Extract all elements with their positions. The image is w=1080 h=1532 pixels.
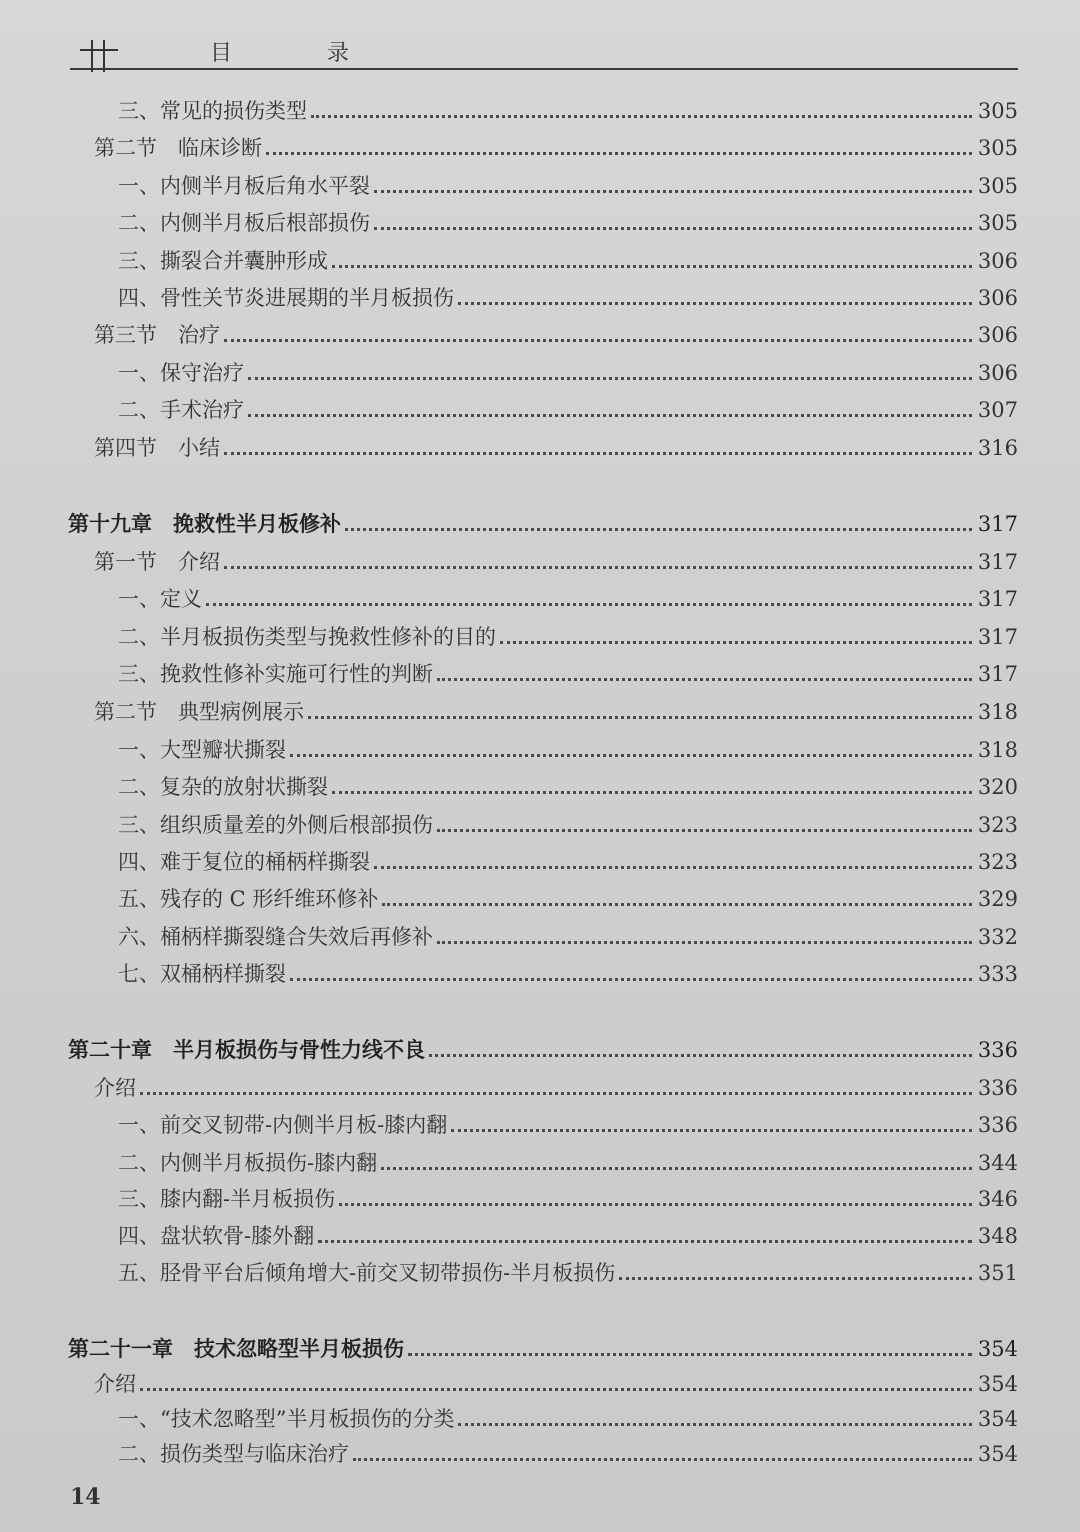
toc-entry-item [118, 580, 1018, 612]
toc-entry-page-number: 306 [977, 361, 1018, 385]
toc-entry-page-number: 317 [977, 587, 1018, 611]
dot-leader [382, 903, 971, 906]
toc-entry-label: 介绍 [94, 1372, 136, 1396]
dot-leader [290, 978, 972, 981]
toc-entry-label: 三、组织质量差的外侧后根部损伤 [118, 813, 433, 837]
dot-leader [140, 1092, 972, 1095]
toc-entry-page-number: 306 [977, 323, 1018, 347]
dot-leader [224, 452, 972, 455]
dot-leader [437, 829, 972, 832]
toc-entry-label: 第二十一章 技术忽略型半月板损伤 [68, 1337, 404, 1361]
toc-entry-page-number: 317 [977, 550, 1018, 574]
toc-entry-label: 二、损伤类型与临床治疗 [118, 1442, 349, 1466]
toc-entry-label: 二、半月板损伤类型与挽救性修补的目的 [118, 625, 496, 649]
toc-entry-item [118, 1217, 1018, 1249]
toc-entry-page-number: 305 [977, 136, 1018, 160]
toc-entry-label: 一、内侧半月板后角水平裂 [118, 174, 370, 198]
dot-leader [353, 1458, 972, 1461]
toc-entry-label: 一、保守治疗 [118, 361, 244, 385]
toc-entry-page-number: 317 [977, 512, 1018, 536]
header-title: 目 录 [210, 41, 393, 66]
toc-entry-label: 四、骨性关节炎进展期的半月板损伤 [118, 286, 454, 310]
toc-entry-label: 二、内侧半月板损伤-膝内翻 [118, 1151, 378, 1175]
toc-entry-item [118, 92, 1018, 124]
toc-entry-page-number: 305 [977, 174, 1018, 198]
toc-entry-item [118, 768, 1018, 800]
toc-entry-label: 第十九章 挽救性半月板修补 [68, 512, 341, 536]
toc-entry-label: 五、胫骨平台后倾角增大-前交叉韧带损伤-半月板损伤 [118, 1261, 616, 1285]
toc-entry-item [118, 354, 1018, 386]
toc-entry-label: 七、双桶柄样撕裂 [118, 962, 286, 986]
toc-entry-page-number: 346 [977, 1187, 1018, 1211]
toc-entry-page-number: 305 [977, 99, 1018, 123]
toc-entry-label: 第二十章 半月板损伤与骨性力线不良 [68, 1038, 425, 1062]
toc-entry-item [118, 731, 1018, 763]
toc-entry-item [118, 618, 1018, 650]
toc-entry-page-number: 306 [977, 286, 1018, 310]
toc-entry-page-number: 354 [977, 1337, 1018, 1361]
toc-entry-page-number: 351 [977, 1261, 1018, 1285]
dot-leader [619, 1277, 972, 1280]
toc-entry-page-number: 336 [977, 1076, 1018, 1100]
toc-entry-page-number: 344 [977, 1151, 1018, 1175]
toc-entry-label: 第四节 小结 [94, 436, 220, 460]
toc-entry-label: 三、常见的损伤类型 [118, 99, 307, 123]
toc-entry-label: 二、内侧半月板后根部损伤 [118, 211, 370, 235]
toc-entry-section [94, 543, 1018, 575]
toc-entry-label: 四、难于复位的桶柄样撕裂 [118, 850, 370, 874]
toc-entry-item [118, 391, 1018, 423]
toc-entry-page-number: 354 [977, 1442, 1018, 1466]
toc-entry-label: 一、大型瓣状撕裂 [118, 738, 286, 762]
toc-entry-item [118, 655, 1018, 687]
dot-leader [500, 641, 972, 644]
toc-entry-page-number: 305 [977, 211, 1018, 235]
page-number: 14 [70, 1484, 101, 1510]
toc-entry-page-number: 317 [977, 662, 1018, 686]
toc-entry-section [94, 129, 1018, 161]
toc-entry-page-number: 318 [977, 700, 1018, 724]
toc-entry-page-number: 329 [977, 887, 1018, 911]
dot-leader [374, 190, 972, 193]
toc-entry-page-number: 318 [977, 738, 1018, 762]
toc-entry-item [118, 1400, 1018, 1432]
dot-leader [224, 339, 972, 342]
toc-entry-item [118, 279, 1018, 311]
toc-entry-label: 介绍 [94, 1076, 136, 1100]
toc-entry-page-number: 317 [977, 625, 1018, 649]
toc-entry-page-number: 354 [977, 1407, 1018, 1431]
toc-entry-label: 第三节 治疗 [94, 323, 220, 347]
toc-entry-page-number: 316 [977, 436, 1018, 460]
toc-entry-label: 一、前交叉韧带-内侧半月板-膝内翻 [118, 1113, 448, 1137]
dot-leader [339, 1203, 972, 1206]
toc-entry-item [118, 806, 1018, 838]
dot-leader [248, 414, 972, 417]
toc-entry-page-number: 332 [977, 925, 1018, 949]
dot-leader [318, 1240, 972, 1243]
dot-leader [308, 716, 972, 719]
dot-leader [248, 377, 972, 380]
toc-entry-label: 五、残存的 C 形纤维环修补 [118, 887, 379, 911]
dot-leader [437, 941, 972, 944]
toc-entry-page-number: 307 [977, 398, 1018, 422]
toc-entry-label: 一、“技术忽略型”半月板损伤的分类 [118, 1407, 455, 1431]
toc-entry-chapter [68, 505, 1018, 537]
dot-leader [451, 1129, 972, 1132]
dot-leader [429, 1054, 972, 1057]
dot-leader [332, 791, 972, 794]
toc-entry-item [118, 1435, 1018, 1467]
toc-entry-section [94, 693, 1018, 725]
toc-entry-label: 三、挽救性修补实施可行性的判断 [118, 662, 433, 686]
dot-leader [374, 227, 972, 230]
toc-entry-item [118, 1180, 1018, 1212]
dot-leader [437, 678, 972, 681]
dot-leader [381, 1167, 972, 1170]
toc-entry-page-number: 323 [977, 850, 1018, 874]
toc-entry-item [118, 843, 1018, 875]
dot-leader [332, 265, 972, 268]
toc-entry-page-number: 336 [977, 1038, 1018, 1062]
dot-leader [266, 152, 972, 155]
dot-leader [458, 1423, 971, 1426]
toc-entry-label: 第二节 典型病例展示 [94, 700, 304, 724]
toc-entry-label: 一、定义 [118, 587, 202, 611]
toc-entry-label: 四、盘状软骨-膝外翻 [118, 1224, 315, 1248]
toc-entry-section [94, 429, 1018, 461]
toc-entry-chapter [68, 1330, 1018, 1362]
toc-entry-item [118, 955, 1018, 987]
dot-leader [290, 754, 972, 757]
toc-entry-section [94, 1365, 1018, 1397]
toc-entry-page-number: 354 [977, 1372, 1018, 1396]
toc-entry-label: 三、撕裂合并囊肿形成 [118, 249, 328, 273]
toc-entry-item [118, 918, 1018, 950]
toc-entry-label: 二、手术治疗 [118, 398, 244, 422]
toc-entry-label: 第二节 临床诊断 [94, 136, 262, 160]
dot-leader [311, 115, 972, 118]
toc-entry-label: 二、复杂的放射状撕裂 [118, 775, 328, 799]
dot-leader [374, 866, 972, 869]
dot-leader [458, 302, 972, 305]
toc-entry-chapter [68, 1031, 1018, 1063]
toc-entry-item [118, 242, 1018, 274]
toc-entry-item [118, 880, 1018, 912]
toc-entry-item [118, 204, 1018, 236]
dot-leader [140, 1388, 972, 1391]
toc-entry-label: 三、膝内翻-半月板损伤 [118, 1187, 336, 1211]
toc-entry-label: 六、桶柄样撕裂缝合失效后再修补 [118, 925, 433, 949]
toc-entry-item [118, 167, 1018, 199]
toc-entry-page-number: 306 [977, 249, 1018, 273]
toc-entry-item [118, 1144, 1018, 1176]
dot-leader [206, 603, 972, 606]
toc-entry-label: 第一节 介绍 [94, 550, 220, 574]
dot-leader [345, 528, 972, 531]
toc-entry-item [118, 1106, 1018, 1138]
toc-entry-page-number: 323 [977, 813, 1018, 837]
toc-entry-page-number: 333 [977, 962, 1018, 986]
toc-entry-section [94, 316, 1018, 348]
toc-entry-page-number: 336 [977, 1113, 1018, 1137]
toc-entry-item [118, 1254, 1018, 1286]
toc-entry-page-number: 320 [977, 775, 1018, 799]
toc-entry-page-number: 348 [977, 1224, 1018, 1248]
dot-leader [408, 1353, 972, 1356]
dot-leader [224, 566, 972, 569]
toc-entry-section [94, 1069, 1018, 1101]
